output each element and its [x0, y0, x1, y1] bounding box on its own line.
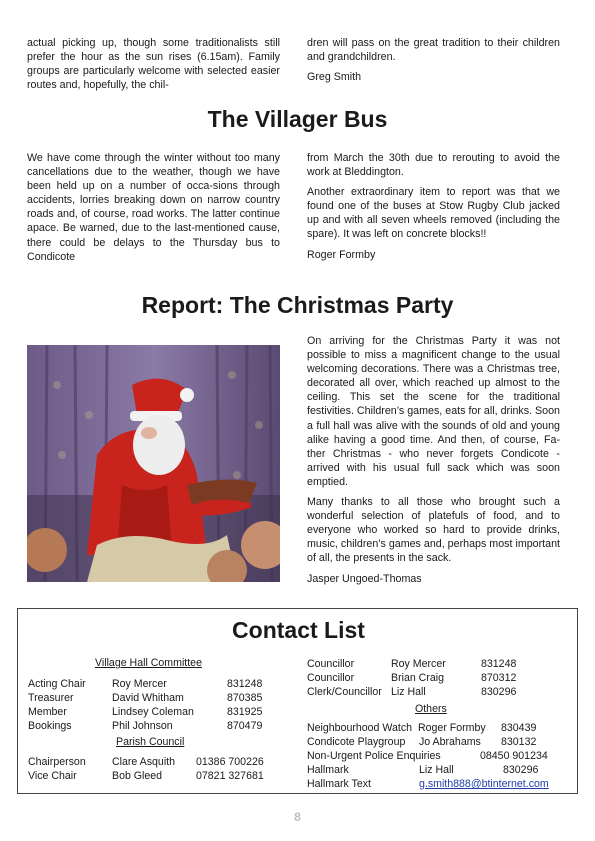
contact-name: Liz Hall	[391, 686, 426, 698]
contact-phone: 01386 700226	[196, 756, 264, 768]
parish-council-heading: Parish Council	[116, 736, 185, 748]
contact-name: Clare Asquith	[112, 756, 176, 768]
villager-left-column	[27, 151, 280, 270]
contact-list-box	[17, 608, 578, 794]
contact-role: Condicote Playgroup	[307, 736, 406, 748]
contact-phone: 831248	[227, 678, 263, 690]
contact-role: Councillor	[307, 658, 355, 670]
contact-role: Treasurer	[28, 692, 74, 704]
contact-role: Hallmark	[307, 764, 349, 776]
contact-name: David Whitham	[112, 692, 184, 704]
villager-right-p1: from March the 30th due to rerouting to avoid the work at Bleddington.	[307, 152, 560, 179]
villager-bus-heading: The Villager Bus	[207, 106, 388, 132]
villager-right-p2: Another extraordinary item to report was that we found one of the buses at Stow Rugby Club jacked up and with all seven wheels removed (including the spare). It was left on concrete blocks!!	[307, 186, 560, 241]
father-christmas-photo	[27, 345, 280, 582]
contact-list-title: Contact List	[232, 617, 365, 643]
intro-left-text: actual picking up, though some traditionalists still prefer the hour as the sun rises (6.15am). Family groups are particularly welcome with selected easier routes and, hopefully, the chil-	[27, 37, 280, 92]
hallmark-email-link[interactable]: g.smith888@btinternet.com	[419, 778, 549, 790]
contact-role: Neighbourhood Watch	[307, 722, 413, 734]
intro-right-column	[307, 36, 560, 90]
contact-role: Hallmark Text	[307, 778, 371, 790]
intro-right-text: dren will pass on the great tradition to their children and grandchildren.	[307, 37, 560, 64]
party-p2: Many thanks to all those who brought such a wonderful selection of platefuls of food, and to everyone who worked so hard to provide drinks, music, children’s games and, perhaps most important of all, the presents in the sack.	[307, 496, 560, 565]
contact-name: Liz Hall	[419, 764, 454, 776]
contact-phone: 830132	[501, 736, 537, 748]
intro-left-column	[27, 36, 280, 98]
contact-name: Jo Abrahams	[419, 736, 481, 748]
contact-phone: 870385	[227, 692, 263, 704]
contact-phone: 830439	[501, 722, 537, 734]
contact-name: Lindsey Coleman	[112, 706, 194, 718]
contact-role: Councillor	[307, 672, 355, 684]
christmas-party-heading: Report: The Christmas Party	[141, 292, 454, 318]
contact-name: Roy Mercer	[391, 658, 446, 670]
party-author: Jasper Ungoed-Thomas	[307, 572, 422, 585]
contact-role: Non-Urgent Police Enquiries	[307, 750, 441, 762]
contact-phone: 830296	[481, 686, 517, 698]
contact-phone: 08450 901234	[480, 750, 548, 762]
contact-name: Phil Johnson	[112, 720, 173, 732]
party-right-column	[307, 334, 560, 592]
contact-role: Member	[28, 706, 67, 718]
contact-name: Roy Mercer	[112, 678, 167, 690]
contact-role: Acting Chair	[28, 678, 86, 690]
contact-role: Chairperson	[28, 756, 86, 768]
contact-role: Clerk/Councillor	[307, 686, 382, 698]
others-heading: Others	[415, 703, 447, 715]
contact-role: Bookings	[28, 720, 72, 732]
contact-name: Brian Craig	[391, 672, 444, 684]
party-p1: On arriving for the Christmas Party it was not possible to miss a magnificent change to the usual welcoming decorations. There was a Christmas tree, decorated all over, which reached up almost to the ceiling. This set the scene for the traditional festivities. Children’s games, eats for all, drinks. Soon a full hall was alive with the sounds of old and young alike having a good time. And then, of course, Fa-ther Christmas - who never forgets Condicote - arrived with his usual full sack which was soon emptied.	[307, 335, 560, 488]
contact-phone: 07821 327681	[196, 770, 264, 782]
villager-left-text: We have come through the winter without too many cancellations due to the weather, though we have been held up on a number of occa-sions through accidents, lorries breaking down on narrow country roads and, of course, road works. The latter continue apace. Be warned, due to the last-mentioned cause, there could be delays to the Thursday bus to Condicote	[27, 152, 280, 263]
village-hall-heading: Village Hall Committee	[95, 657, 202, 669]
contact-name: Bob Gleed	[112, 770, 163, 782]
contact-phone: 870479	[227, 720, 263, 732]
contact-phone: 831925	[227, 706, 263, 718]
intro-author: Greg Smith	[307, 71, 362, 84]
contact-phone: 830296	[503, 764, 539, 776]
contact-name: Roger Formby	[418, 722, 486, 734]
contact-role: Vice Chair	[28, 770, 77, 782]
villager-author: Roger Formby	[307, 248, 376, 261]
contact-phone: 831248	[481, 658, 517, 670]
contact-phone: 870312	[481, 672, 517, 684]
page-number: 8	[294, 810, 301, 824]
villager-right-column	[307, 151, 560, 268]
photo-illustration	[27, 345, 280, 582]
